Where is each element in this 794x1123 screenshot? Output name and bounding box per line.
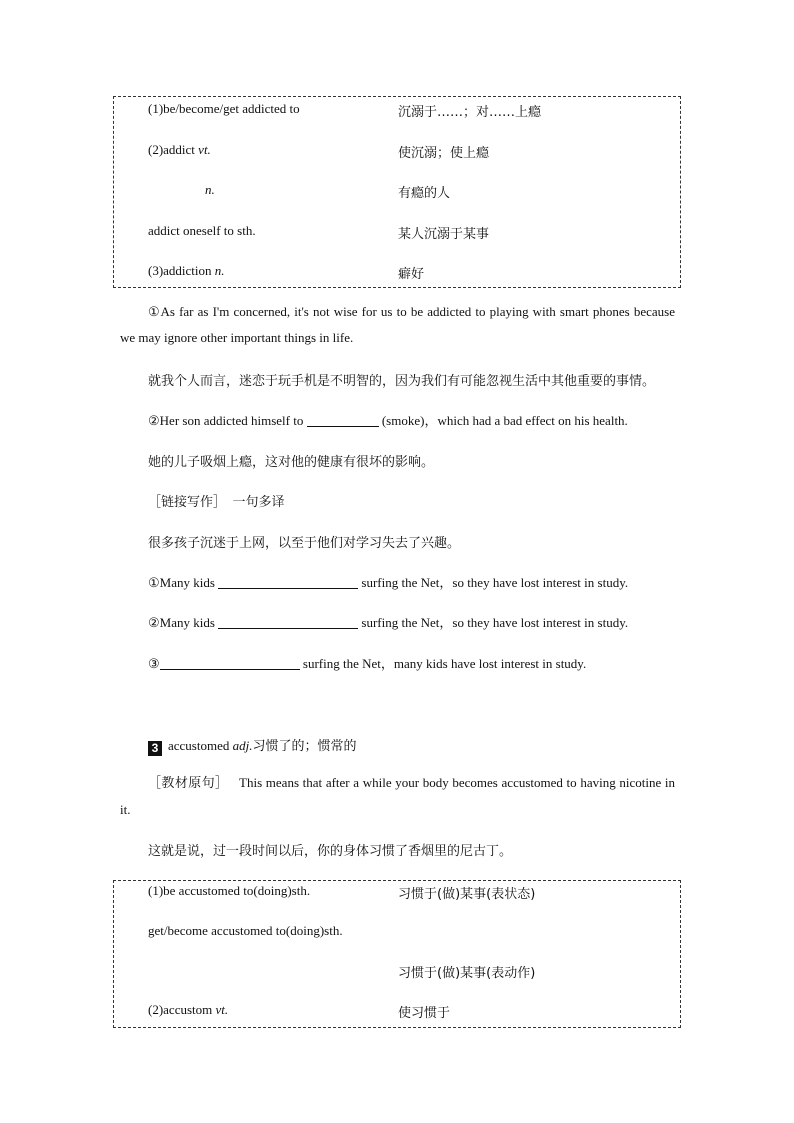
- phrase-meaning: 使沉溺；使上瘾: [398, 146, 490, 161]
- phrase-meaning: 习惯于(做)某事(表状态): [398, 887, 536, 902]
- phrase-row: [148, 101, 670, 119]
- phrase-meaning: 有瘾的人: [398, 186, 451, 201]
- example-sentence-en: ①As far as I'm concerned, it's not wise for us to be addicted to playing with smart phones because we may ignore other important things in life.: [120, 304, 675, 345]
- phrase-box-accustomed: [113, 880, 681, 1028]
- example-sentence-zh: 她的儿子吸烟上瘾，这对他的健康有很坏的影响。: [148, 455, 435, 470]
- phrase-row: [148, 142, 670, 160]
- phrase-row: [148, 923, 670, 941]
- phrase-meaning: 使习惯于: [398, 1006, 451, 1021]
- phrase-term: (1)be accustomed to(doing)sth.: [148, 883, 311, 898]
- phrase-term: (3)addiction n.: [148, 263, 225, 278]
- phrase-row: [148, 263, 670, 281]
- writing-heading: ［链接写作］ 一句多译: [148, 495, 285, 510]
- answer-blank[interactable]: [307, 413, 379, 427]
- textbook-sentence: ［教材原句］ This means that after a while your body becomes accustomed to having nicotine in it.: [120, 775, 675, 817]
- phrase-term: (1)be/become/get addicted to: [148, 101, 300, 116]
- writing-prompt: 很多孩子沉迷于上网，以至于他们对学习失去了兴趣。: [148, 536, 461, 551]
- phrase-term: addict oneself to sth.: [148, 223, 256, 238]
- phrase-term: get/become accustomed to(doing)sth.: [148, 923, 343, 938]
- phrase-row: [148, 883, 670, 901]
- section-heading: 3 accustomed adj.习惯了的；惯常的: [148, 735, 357, 756]
- phrase-meaning: 沉溺于……；对……上瘾: [398, 105, 542, 120]
- translation-3: ③ surfing the Net，many kids have lost interest in study.: [148, 656, 587, 671]
- phrase-meaning: 某人沉溺于某事: [398, 227, 490, 242]
- translation-2: ②Many kids surfing the Net，so they have lost interest in study.: [148, 615, 629, 630]
- fill-blank-sentence: ②Her son addicted himself to (smoke)，which had a bad effect on his health.: [148, 413, 628, 428]
- section-number: 3: [148, 741, 162, 756]
- phrase-row: [148, 1002, 670, 1020]
- phrase-row: [148, 182, 670, 200]
- phrase-row: [148, 223, 670, 241]
- phrase-row: [148, 962, 670, 980]
- answer-blank[interactable]: [160, 656, 300, 670]
- textbook-sentence-zh: 这就是说，过一段时间以后，你的身体习惯了香烟里的尼古丁。: [148, 844, 513, 859]
- phrase-meaning: 习惯于(做)某事(表动作): [398, 966, 536, 981]
- phrase-term: (2)addict vt.: [148, 142, 211, 157]
- phrase-term: n.: [205, 182, 215, 197]
- phrase-box-addicted: [113, 96, 681, 288]
- phrase-meaning: 癖好: [398, 267, 425, 282]
- translation-1: ①Many kids surfing the Net，so they have lost interest in study.: [148, 575, 629, 590]
- answer-blank[interactable]: [218, 615, 358, 629]
- example-sentence-zh: 就我个人而言，迷恋于玩手机是不明智的，因为我们有可能忽视生活中其他重要的事情。: [148, 374, 656, 389]
- answer-blank[interactable]: [218, 575, 358, 589]
- phrase-term: (2)accustom vt.: [148, 1002, 229, 1017]
